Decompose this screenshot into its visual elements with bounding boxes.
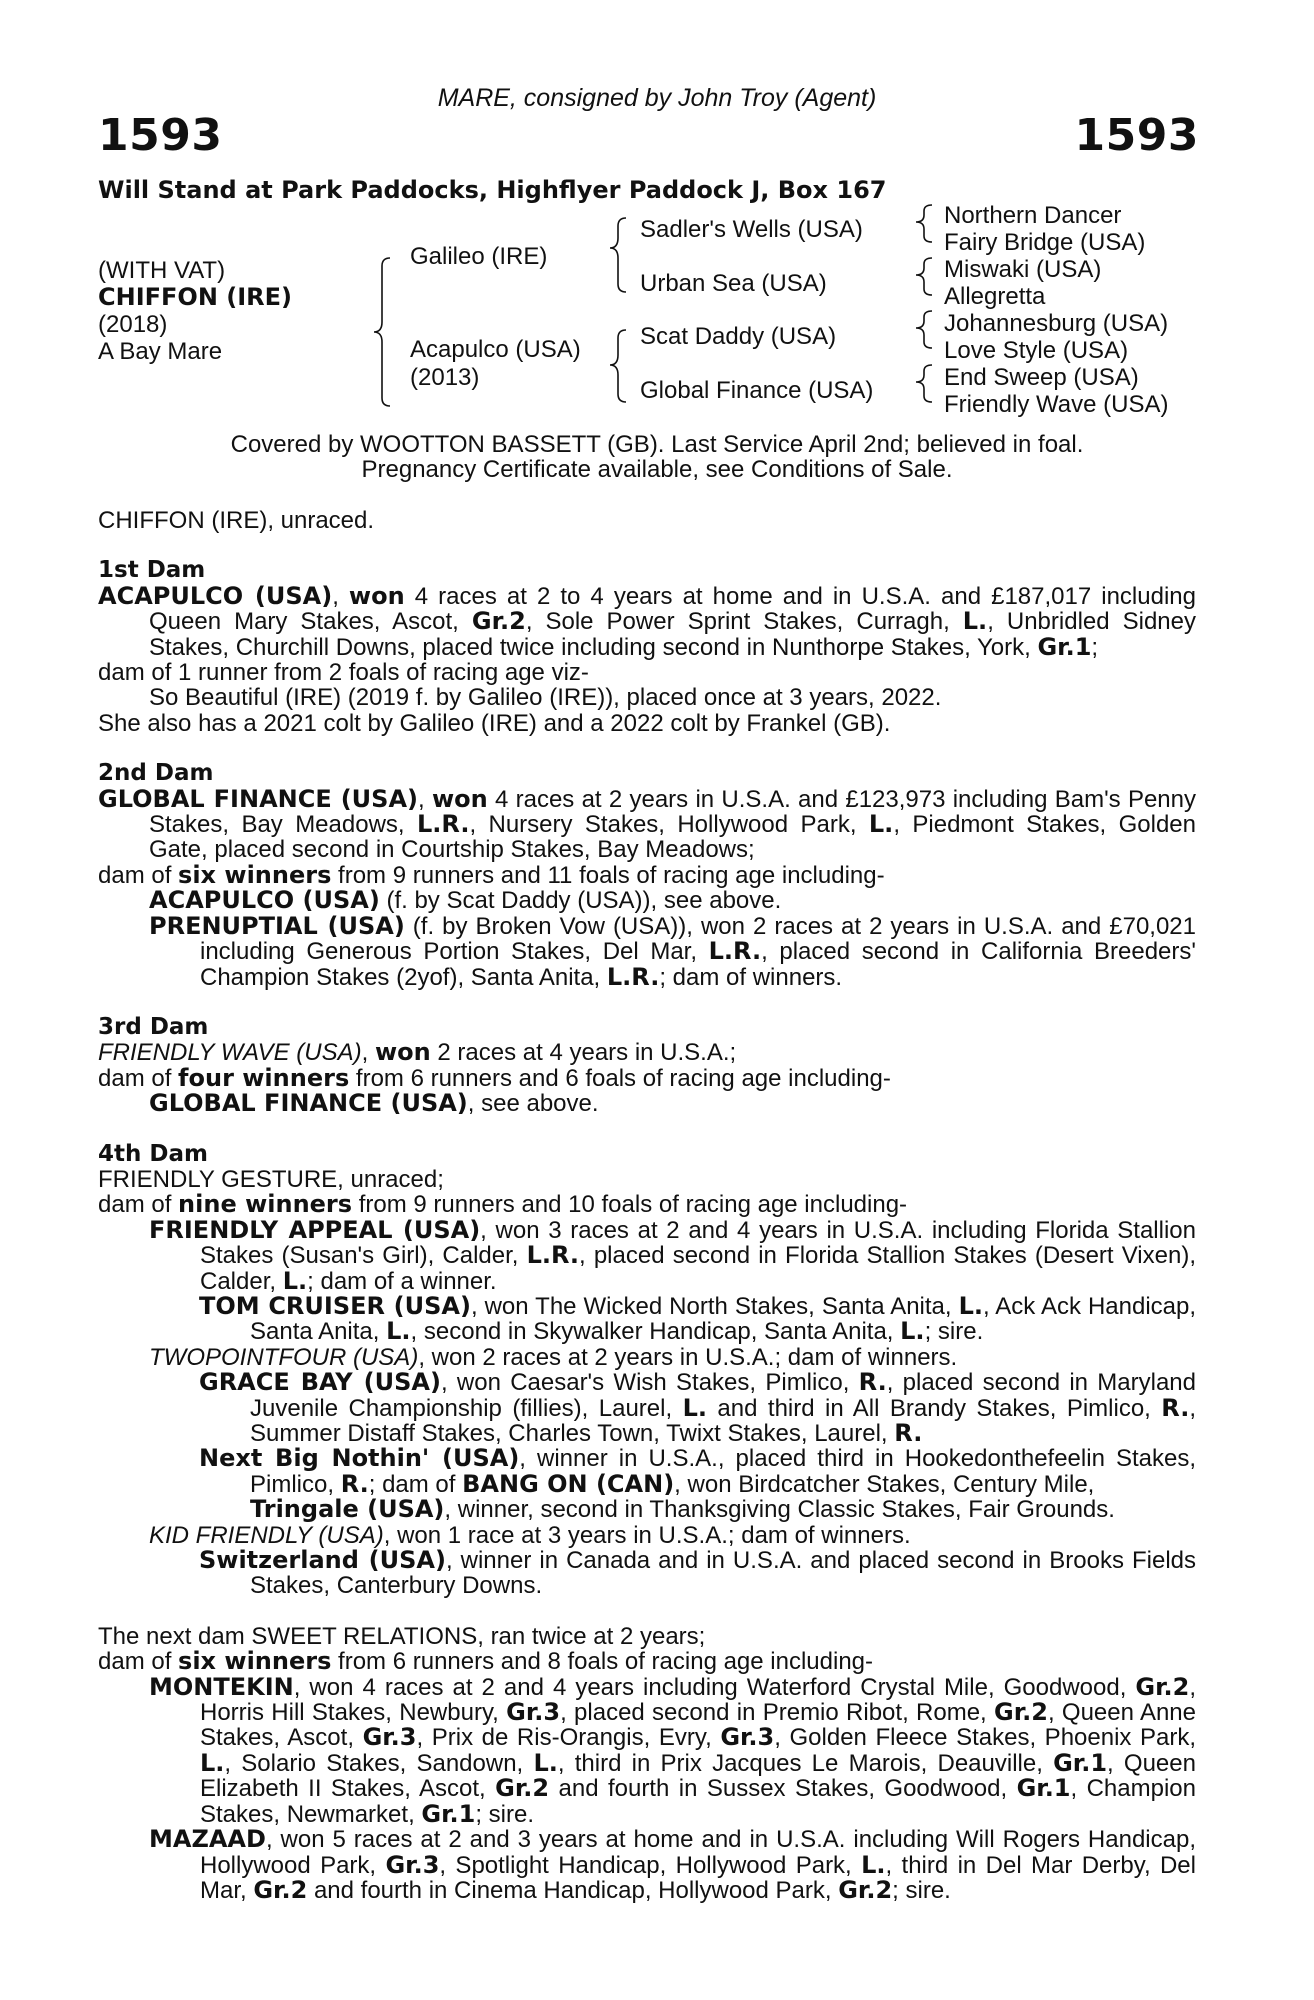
second-dam-child-1 <box>98 888 1196 913</box>
grade-label: Gr.2 <box>838 1875 893 1904</box>
next-dam-record: The next dam SWEET RELATIONS, ran twice at 2 years; <box>98 1622 706 1650</box>
text: , won 5 races at 2 and 3 years at home and in U.S.A. including Will Rogers Handicap, Hollywood Park, <box>200 1826 1196 1879</box>
text: , winner in Canada and in U.S.A. and placed second in Brooks Fields Stakes, Canterbury Downs. <box>250 1547 1196 1600</box>
text: dam of <box>98 1191 179 1219</box>
winners-count: nine winners <box>178 1190 353 1219</box>
sire: Galileo (IRE) <box>410 243 548 270</box>
horse-name: TWOPOINTFOUR (USA) <box>149 1343 419 1371</box>
great-grandparent-8: Friendly Wave (USA) <box>944 391 1169 418</box>
horse-name: Next Big Nothin' (USA) <box>199 1444 520 1473</box>
fourth-dam-record: FRIENDLY GESTURE, unraced; <box>98 1165 444 1193</box>
winners-count: four winners <box>178 1063 350 1092</box>
text: 4 races at 2 years in U.S.A. and £123,973 including Bam's Penny Stakes, Bay Meadows, <box>149 785 1196 839</box>
friendly-appeal-entry <box>98 1215 1196 1295</box>
great-grandparent-6: Love Style (USA) <box>944 337 1129 364</box>
second-dam-heading: 2nd Dam <box>98 760 214 787</box>
text: from 6 runners and 8 foals of racing age including- <box>331 1648 874 1676</box>
text: , <box>361 1039 375 1067</box>
grade-label: Gr.2 <box>253 1875 308 1904</box>
horse-name: Switzerland (USA) <box>199 1546 446 1575</box>
text: , Summer Distaff Stakes, Charles Town, Twixt Stakes, Laurel, <box>250 1394 1196 1447</box>
text: , third in Del Mar Derby, Del Mar, <box>200 1851 1196 1904</box>
text: , placed second in Florida Stallion Stakes (Desert Vixen), Calder, <box>200 1242 1196 1295</box>
horse-name: CHIFFON (IRE) <box>98 283 293 311</box>
text: , won Birdcatcher Stakes, Century Mile, <box>674 1470 1095 1498</box>
grandsire-2: Scat Daddy (USA) <box>640 323 837 350</box>
grade-label: L. <box>200 1748 225 1777</box>
grade-label: L.R. <box>708 937 762 966</box>
grade-label: L. <box>861 1850 886 1879</box>
grade-label: Gr.2 <box>994 1698 1048 1727</box>
grade-label: L.R. <box>606 962 660 991</box>
grade-label: Gr.2 <box>1135 1672 1190 1701</box>
second-dam-child-2 <box>98 911 1197 991</box>
second-dam-produce <box>98 860 1196 889</box>
great-grandparent-2: Fairy Bridge (USA) <box>944 229 1146 256</box>
text: ; dam of a winner. <box>307 1267 497 1295</box>
won-label: won <box>348 581 405 610</box>
text: , won The Wicked North Stakes, Santa Anita, <box>470 1292 959 1320</box>
great-grandparent-7: End Sweep (USA) <box>944 364 1139 391</box>
horse-year: (2018) <box>98 311 168 338</box>
great-grandparent-3: Miswaki (USA) <box>944 256 1102 283</box>
horse-name: PRENUPTIAL (USA) <box>149 911 405 940</box>
lot-number-right: 1593 <box>1074 110 1199 161</box>
kid-friendly-entry <box>98 1523 1196 1548</box>
first-dam-record: ACAPULCO (USA), won 4 races at 2 to 4 years at home and in U.S.A. and £187,017 including Queen Mary Stakes, Ascot, Gr.2, Sole Power Sprint Stakes, Curragh, L., Unbridled Sidney Stakes, Churchill Downs, placed twice including second in Nunthorpe Stakes, York, Gr.1; <box>98 581 1196 661</box>
grade-label: Gr.1 <box>1037 632 1092 661</box>
third-dam-child-1 <box>98 1091 1196 1116</box>
consignor-line: MARE, consigned by John Troy (Agent) <box>437 84 877 112</box>
horse-name: GRACE BAY (USA) <box>199 1368 441 1397</box>
grade-label: Gr.3 <box>385 1850 440 1879</box>
tom-cruiser-entry <box>98 1291 1197 1346</box>
second-dam-record: GLOBAL FINANCE (USA), won 4 races at 2 years in U.S.A. and £123,973 including Bam's Penny Stakes, Bay Meadows, L.R., Nursery Stakes, Hollywood Park, L., Piedmont Stakes, Golden Gate, placed second in Courtship Stakes, Bay Meadows; <box>98 784 1196 864</box>
grade-label: L. <box>386 1317 411 1346</box>
text: , Piedmont Stakes, Golden Gate, placed second in Courtship Stakes, Bay Meadows; <box>149 811 1196 864</box>
grade-label: R. <box>894 1419 923 1447</box>
text: ; dam of <box>368 1470 463 1498</box>
grade-label: L. <box>868 810 894 839</box>
stand-location: Will Stand at Park Paddocks, Highflyer Paddock J, Box 167 <box>98 176 887 204</box>
text: , Prix de Ris-Orangis, Evry, <box>416 1724 721 1752</box>
text: dam of <box>98 1064 179 1092</box>
text: 4 races at 2 to 4 years at home and in U.S.A. and £187,017 including Queen Mary Stakes, Ascot, <box>149 582 1196 636</box>
horse-name: KID FRIENDLY (USA) <box>149 1521 384 1549</box>
horse-name: MAZAAD <box>149 1825 266 1854</box>
third-dam-name: FRIENDLY WAVE (USA) <box>98 1039 362 1067</box>
text: ; sire. <box>892 1876 951 1904</box>
text: , Queen Anne Stakes, Ascot, <box>200 1699 1196 1752</box>
third-dam-heading: 3rd Dam <box>98 1013 209 1040</box>
vat-note: (WITH VAT) <box>98 257 226 284</box>
covering-line-2: Pregnancy Certificate available, see Conditions of Sale. <box>361 456 953 484</box>
text: , second in Skywalker Handicap, Santa Anita, <box>410 1318 901 1346</box>
grade-label: L. <box>958 1291 983 1320</box>
grade-label: L. <box>682 1393 707 1422</box>
fourth-dam-heading: 4th Dam <box>98 1140 208 1167</box>
horse-name: FRIENDLY APPEAL (USA) <box>149 1215 481 1244</box>
grade-label: L. <box>900 1317 925 1346</box>
first-dam-heading: 1st Dam <box>98 557 206 584</box>
text: ; sire. <box>475 1800 535 1828</box>
text: , won 2 races at 2 years in U.S.A.; dam of winners. <box>418 1343 958 1371</box>
horse-name: MONTEKIN <box>149 1672 294 1701</box>
grade-label: Gr.1 <box>1053 1748 1108 1777</box>
text: and third in All Brandy Stakes, Pimlico, <box>707 1394 1162 1422</box>
dam-year: (2013) <box>410 364 480 391</box>
text: , Horris Hill Stakes, Newbury, <box>200 1673 1196 1727</box>
grade-label: Gr.2 <box>495 1774 550 1803</box>
text: from 9 runners and 11 foals of racing age including- <box>331 861 885 889</box>
grade-label: R. <box>340 1469 369 1498</box>
mazaad-entry <box>98 1827 1196 1903</box>
fourth-dam-produce <box>98 1192 1196 1217</box>
grade-label: L. <box>962 607 988 636</box>
great-grandparent-1: Northern Dancer <box>944 202 1122 229</box>
text: , won Caesar's Wish Stakes, Pimlico, <box>440 1369 859 1397</box>
twopointfour-entry <box>98 1345 1196 1370</box>
grade-label: Gr.1 <box>1016 1774 1071 1803</box>
catalogue-body <box>98 508 1196 1903</box>
grade-label: L.R. <box>416 810 470 839</box>
grandsire-1: Sadler's Wells (USA) <box>640 216 863 243</box>
intro-line: CHIFFON (IRE), unraced. <box>98 507 375 534</box>
text: , winner in U.S.A., placed third in Hookedonthefeelin Stakes, Pimlico, <box>250 1445 1196 1498</box>
horse-description: A Bay Mare <box>98 338 223 365</box>
text: dam of <box>98 1648 179 1676</box>
text: ; <box>1091 633 1099 661</box>
grade-label: L. <box>282 1266 308 1295</box>
grade-label: L. <box>533 1748 558 1777</box>
won-label: won <box>374 1038 431 1067</box>
text: , Sole Power Sprint Stakes, Curragh, <box>525 608 963 636</box>
text: , won 3 races at 2 and 4 years in U.S.A. including Florida Stallion Stakes (Susan's Girl), Calder, <box>200 1216 1196 1270</box>
grade-label: Gr.3 <box>506 1698 561 1727</box>
first-dam-also: She also has a 2021 colt by Galileo (IRE) and a 2022 colt by Frankel (GB). <box>98 709 891 737</box>
text: , placed second in Premio Ribot, Rome, <box>560 1699 995 1727</box>
switzerland-entry <box>98 1548 1196 1599</box>
granddam-2: Global Finance (USA) <box>640 377 874 404</box>
grace-bay-entry <box>98 1370 1196 1446</box>
text: , placed second in Maryland Juvenile Championship (fillies), Laurel, <box>250 1369 1196 1422</box>
text: , winner, second in Thanksgiving Classic Stakes, Fair Grounds. <box>444 1496 1115 1524</box>
grade-label: R. <box>858 1368 887 1397</box>
text: , Solario Stakes, Sandown, <box>224 1749 534 1777</box>
first-dam-produce: dam of 1 runner from 2 foals of racing age viz- <box>98 659 589 687</box>
covering-line-1: Covered by WOOTTON BASSETT (GB). Last Service April 2nd; believed in foal. <box>230 431 1084 458</box>
text: and fourth in Sussex Stakes, Goodwood, <box>549 1775 1017 1803</box>
text: and fourth in Cinema Handicap, Hollywood Park, <box>307 1876 839 1904</box>
text: (f. by Broken Vow (USA)), won 2 races at 2 years in U.S.A. and £70,021 including Generous Portion Stakes, Del Mar, <box>200 912 1197 966</box>
lot-number-left: 1593 <box>98 110 223 161</box>
horse-name: ACAPULCO (USA) <box>149 886 380 915</box>
grade-label: Gr.3 <box>720 1723 775 1752</box>
text: , won 1 race at 3 years in U.S.A.; dam of winners. <box>383 1521 911 1549</box>
text: , Ack Ack Handicap, Santa Anita, <box>250 1292 1197 1346</box>
text: from 9 runners and 10 foals of racing age including- <box>352 1191 908 1219</box>
text: , Queen Elizabeth II Stakes, Ascot, <box>200 1749 1196 1803</box>
grade-label: Gr.1 <box>421 1799 476 1828</box>
third-dam-record <box>98 1040 1196 1065</box>
grade-label: R. <box>1161 1393 1190 1422</box>
horse-name: GLOBAL FINANCE (USA) <box>149 1089 468 1118</box>
first-dam-foal: So Beautiful (IRE) (2019 f. by Galileo (IRE)), placed once at 3 years, 2022. <box>149 684 942 712</box>
horse-name: Tringale (USA) <box>250 1495 445 1524</box>
next-dam-produce <box>98 1649 1196 1674</box>
grade-label: L.R. <box>526 1241 580 1270</box>
won-label: won <box>431 784 488 813</box>
text: 2 races at 4 years in U.S.A.; <box>430 1039 737 1067</box>
text: , placed second in California Breeders' Champion Stakes (2yof), Santa Anita, <box>200 938 1196 991</box>
text: , third in Prix Jacques Le Marois, Deauville, <box>557 1749 1054 1777</box>
grade-label: Gr.2 <box>471 607 526 636</box>
text: , Nursery Stakes, Hollywood Park, <box>469 811 869 839</box>
text: , Champion Stakes, Newmarket, <box>200 1775 1196 1828</box>
text: , won 4 races at 2 and 4 years including Waterford Crystal Mile, Goodwood, <box>293 1673 1136 1701</box>
winners-count: six winners <box>178 860 332 889</box>
text: , Spotlight Handicap, Hollywood Park, <box>439 1851 862 1879</box>
winners-count: six winners <box>178 1647 332 1676</box>
horse-name: TOM CRUISER (USA) <box>199 1291 471 1320</box>
text: (f. by Scat Daddy (USA)), see above. <box>379 887 782 915</box>
great-grandparent-5: Johannesburg (USA) <box>944 310 1169 337</box>
first-dam-name: ACAPULCO (USA) <box>98 581 333 610</box>
great-grandparent-4: Allegretta <box>944 283 1046 310</box>
text: ; sire. <box>924 1318 984 1346</box>
granddam-1: Urban Sea (USA) <box>640 270 827 297</box>
grade-label: Gr.3 <box>362 1723 417 1752</box>
dam: Acapulco (USA) <box>410 336 581 363</box>
text: , Unbridled Sidney Stakes, Churchill Downs, placed twice including second in Nunthorpe Stakes, York, <box>149 608 1196 661</box>
text: dam of <box>98 861 179 889</box>
tringale-entry <box>98 1497 1196 1522</box>
horse-name: BANG ON (CAN) <box>462 1469 675 1498</box>
third-dam-produce <box>98 1063 1196 1092</box>
second-dam-name: GLOBAL FINANCE (USA) <box>98 784 418 813</box>
text: from 6 runners and 6 foals of racing age including- <box>349 1064 891 1092</box>
text: ; dam of winners. <box>659 963 843 991</box>
next-big-nothin-entry <box>98 1446 1196 1497</box>
text: , Golden Fleece Stakes, Phoenix Park, <box>774 1724 1196 1752</box>
covering-note <box>0 432 1314 483</box>
text: , see above. <box>467 1090 599 1118</box>
montekin-entry <box>98 1672 1196 1828</box>
